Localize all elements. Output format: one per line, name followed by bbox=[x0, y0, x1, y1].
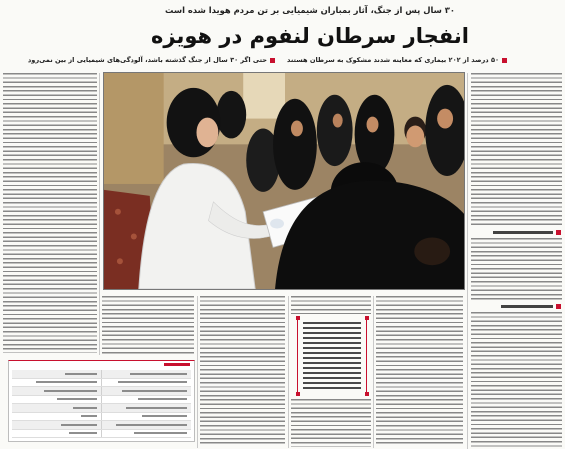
pull-quote-corner bbox=[296, 316, 300, 320]
fact-box-row bbox=[12, 421, 191, 430]
fact-box-row bbox=[12, 404, 191, 413]
fact-box-label-mark bbox=[164, 363, 190, 366]
column-divider bbox=[288, 296, 289, 448]
body-text-column-d bbox=[376, 296, 463, 446]
pull-quote-corner bbox=[365, 316, 369, 320]
fact-box-row bbox=[12, 379, 191, 388]
pull-quote-corner bbox=[296, 392, 300, 396]
subhead-2-text: حتی اگر ۳۰ سال از جنگ گذشته باشد، آلودگی‌های شیمیایی از بین نمی‌رود bbox=[27, 56, 268, 64]
photo-cushion-pattern bbox=[117, 258, 123, 264]
red-square-bullet-icon bbox=[502, 58, 507, 63]
body-text-column-right bbox=[471, 312, 562, 448]
inline-subheading-bar bbox=[493, 231, 553, 234]
subhead-2 bbox=[28, 56, 275, 64]
red-square-bullet-icon bbox=[270, 58, 275, 63]
red-square-bullet-icon bbox=[556, 230, 561, 235]
column-divider bbox=[197, 296, 198, 448]
body-text-column-left bbox=[3, 73, 97, 353]
photo-glove bbox=[270, 219, 284, 229]
fact-box-row bbox=[12, 387, 191, 396]
fact-box bbox=[8, 360, 195, 442]
red-square-bullet-icon bbox=[556, 304, 561, 309]
inline-subheading bbox=[493, 230, 561, 235]
body-text-column-a bbox=[102, 296, 194, 354]
photo-nurse-face bbox=[196, 118, 218, 148]
news-photo bbox=[103, 72, 465, 290]
photo-face bbox=[291, 121, 303, 137]
fact-box-row bbox=[12, 370, 191, 379]
photo-cushion-pattern bbox=[115, 209, 121, 215]
photo-left-wall bbox=[104, 73, 164, 184]
column-divider bbox=[373, 296, 374, 448]
article-supertitle: ۳۰ سال پس از جنگ، آثار بمباران شیمیایی بر تن مردم هویدا شده است bbox=[164, 5, 456, 15]
body-text-column-right bbox=[471, 73, 562, 228]
photo-woman-chador bbox=[355, 95, 395, 174]
photo-face bbox=[437, 109, 453, 129]
body-text-column-b bbox=[200, 296, 285, 446]
pull-quote-text bbox=[303, 322, 361, 390]
photo-woman-chador bbox=[273, 99, 317, 190]
photo-cushion-pattern bbox=[131, 234, 137, 240]
subhead-1 bbox=[287, 56, 507, 64]
photo-woman-chador bbox=[216, 91, 246, 139]
photo-shadow bbox=[414, 237, 450, 265]
photo-doorway bbox=[243, 73, 285, 119]
column-divider bbox=[467, 73, 468, 449]
photo-child-face bbox=[406, 126, 424, 148]
inline-subheading-bar bbox=[501, 305, 553, 308]
fact-box-row bbox=[12, 430, 191, 439]
fact-box-row bbox=[12, 396, 191, 405]
body-text-column-c bbox=[291, 399, 371, 447]
inline-subheading bbox=[501, 304, 561, 309]
fact-box-rows bbox=[12, 370, 191, 438]
body-text-column-right bbox=[471, 238, 562, 302]
column-divider bbox=[99, 73, 100, 355]
photo-face bbox=[333, 114, 343, 128]
fact-box-row bbox=[12, 413, 191, 422]
photo-illustration bbox=[104, 73, 464, 289]
pull-quote-corner bbox=[365, 392, 369, 396]
subhead-1-text: ۵۰ درصد از ۲۰۲ بیماری که معاینه شدند مشکوک به سرطان هستند bbox=[287, 56, 499, 64]
article-headline: انفجار سرطان لنفوم در هویزه bbox=[151, 24, 469, 48]
photo-woman-chador bbox=[317, 95, 353, 166]
body-text-column-c bbox=[291, 296, 371, 314]
photo-face bbox=[367, 117, 379, 133]
pull-quote bbox=[297, 318, 367, 394]
article-subheads bbox=[28, 56, 507, 64]
